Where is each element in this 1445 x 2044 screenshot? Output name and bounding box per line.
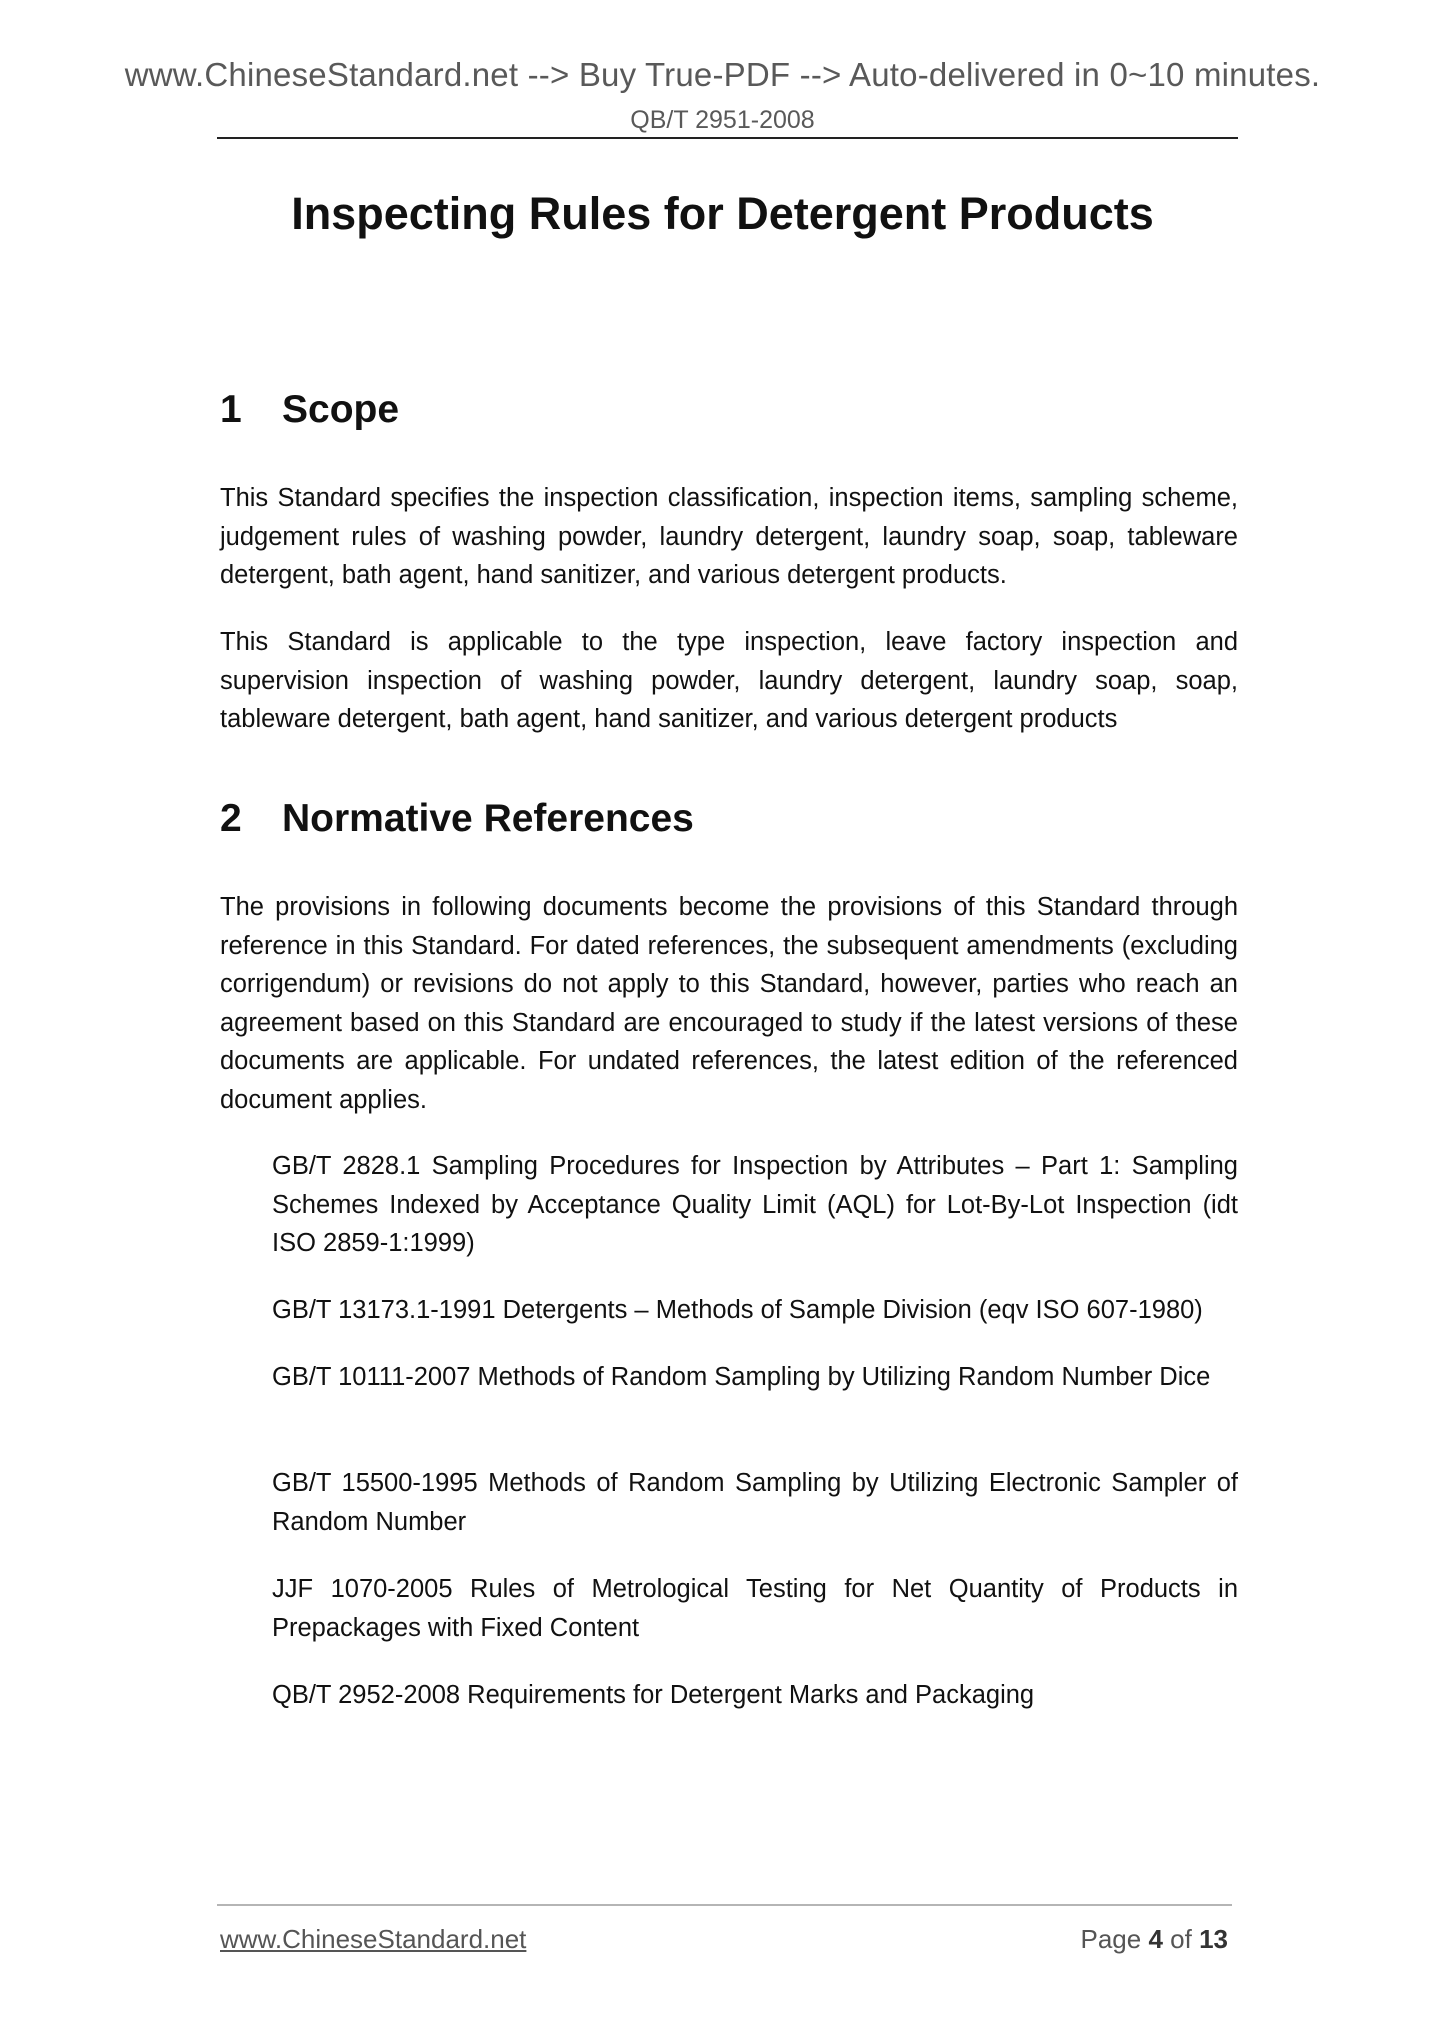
footer-site-link[interactable]: www.ChineseStandard.net <box>220 1924 527 1954</box>
standard-code: QB/T 2951-2008 <box>630 106 815 134</box>
section-2-title: Normative References <box>282 797 694 840</box>
reference-item: GB/T 13173.1-1991 Detergents – Methods of Sample Division (eqv ISO 607-1980) <box>272 1296 1203 1324</box>
section-1-title: Scope <box>282 388 400 431</box>
document-title: Inspecting Rules for Detergent Products <box>291 188 1154 239</box>
reference-item: GB/T 15500-1995 Methods of Random Sampling by Utilizing Electronic Sampler of Random Number <box>272 1469 1238 1536</box>
page-label: Page <box>1080 1924 1142 1954</box>
section-1-heading <box>220 388 399 432</box>
page-indicator <box>1000 1924 1228 1955</box>
page-of-label: of <box>1170 1924 1192 1954</box>
header-banner: www.ChineseStandard.net --> Buy True-PDF --> Auto-delivered in 0~10 minutes. <box>124 56 1321 93</box>
reference-item: QB/T 2952-2008 Requirements for Detergent Marks and Packaging <box>272 1681 1035 1709</box>
reference-item: JJF 1070-2005 Rules of Metrological Testing for Net Quantity of Products in Prepackages with Fixed Content <box>272 1575 1238 1642</box>
reference-item: GB/T 2828.1 Sampling Procedures for Inspection by Attributes – Part 1: Sampling Schemes Indexed by Acceptance Quality Limit (AQL) for Lot-By-Lot Inspection (idt ISO 2859-1:1999) <box>272 1152 1238 1257</box>
footer-divider <box>217 1904 1232 1906</box>
section-2-number: 2 <box>220 797 242 840</box>
scope-paragraph-1: This Standard specifies the inspection classification, inspection items, sampling scheme, judgement rules of washing powder, laundry detergent, laundry soap, soap, tableware detergent, bath agent, hand sanitizer, and various detergent products. <box>220 484 1238 589</box>
section-1-number: 1 <box>220 388 242 431</box>
total-pages: 13 <box>1199 1924 1228 1954</box>
section-2-heading <box>220 797 694 841</box>
scope-paragraph-2: This Standard is applicable to the type inspection, leave factory inspection and supervision inspection of washing powder, laundry detergent, laundry soap, soap, tableware detergent, bath agent, hand sanitizer, and various detergent products <box>220 628 1238 733</box>
references-intro-paragraph: The provisions in following documents become the provisions of this Standard through reference in this Standard. For dated references, the subsequent amendments (excluding corrigendum) or revisions do not apply to this Standard, however, parties who reach an agreement based on this Standard are encouraged to study if the latest versions of these documents are applicable. For undated references, the latest edition of the referenced document applies. <box>220 893 1238 1114</box>
header-divider <box>217 137 1238 139</box>
reference-item: GB/T 10111-2007 Methods of Random Sampling by Utilizing Random Number Dice <box>272 1363 1211 1391</box>
current-page: 4 <box>1148 1924 1163 1954</box>
